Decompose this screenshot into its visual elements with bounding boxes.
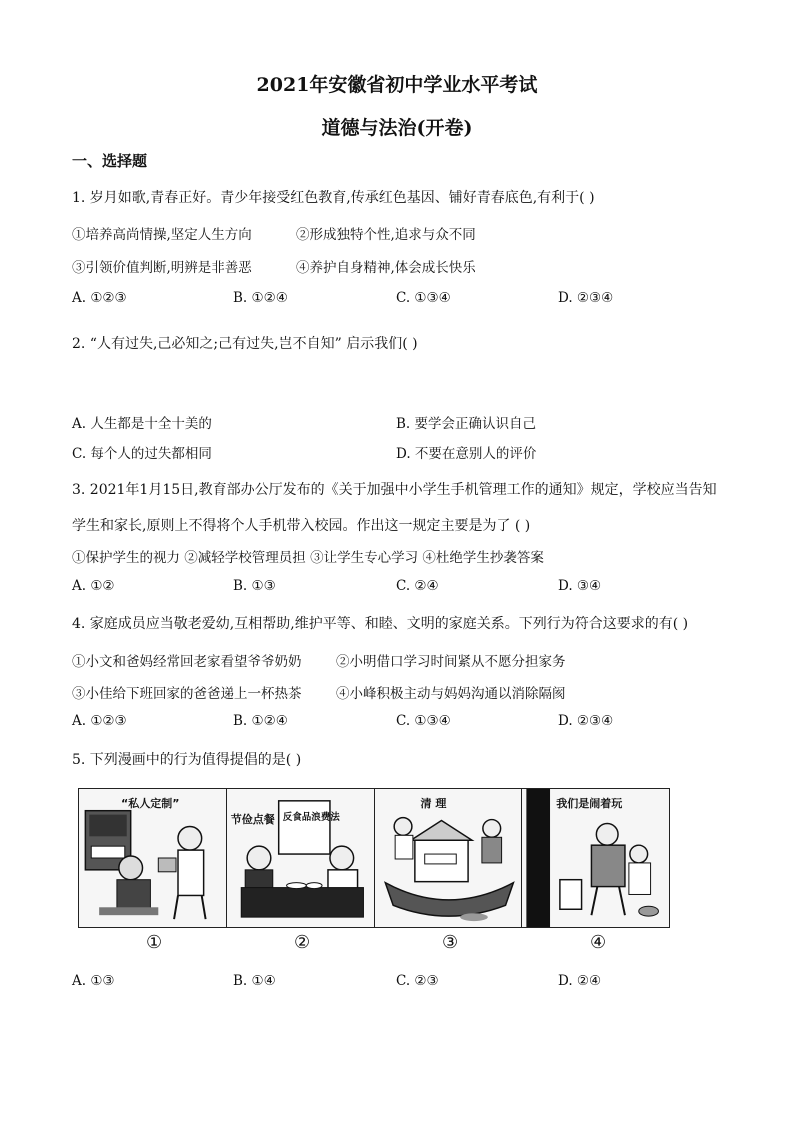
- question-5-option-a[interactable]: A. ①③: [72, 973, 115, 989]
- question-4-option-b[interactable]: B. ①②④: [233, 713, 288, 729]
- question-4-option-a[interactable]: A. ①②③: [72, 713, 127, 729]
- comic-panel-1-number: ①: [146, 932, 163, 953]
- question-5-option-b[interactable]: B. ①④: [233, 973, 276, 989]
- question-3-stem-line-2: 学生和家长,原则上不得将个人手机带入校园。作出这一规定主要是为了 ( ): [72, 518, 531, 534]
- comic-panel-1: [79, 789, 227, 927]
- question-3-stem-line-1: 3. 2021年1月15日,教育部办公厅发布的《关于加强中小学生手机管理工作的通知》规定，学校应当告知: [72, 482, 717, 498]
- comic-strip: [78, 788, 670, 928]
- comic-panel-4: [522, 789, 669, 927]
- question-4-option-c[interactable]: C. ①③④: [396, 713, 451, 729]
- comic-panel-4-number: ④: [590, 932, 607, 953]
- exam-title: 2021年安徽省初中学业水平考试: [256, 74, 538, 96]
- question-1-statement-1: ①培养高尚情操,坚定人生方向: [72, 227, 252, 243]
- question-4-statement-3: ③小佳给下班回家的爸爸递上一杯热茶: [72, 686, 302, 702]
- comic-panel-4-caption: 我们是闹着玩: [556, 797, 623, 810]
- section-heading: 一、选择题: [72, 152, 148, 170]
- comic-panel-3-drawing: [375, 789, 522, 927]
- question-4-statement-1: ①小文和爸妈经常回老家看望爷爷奶奶: [72, 654, 302, 670]
- question-3-option-c[interactable]: C. ②④: [396, 578, 439, 594]
- question-1-statement-2: ②形成独特个性,追求与众不同: [296, 227, 476, 243]
- question-2-option-a[interactable]: A. 人生都是十全十美的: [72, 416, 212, 432]
- question-3-option-a[interactable]: A. ①②: [72, 578, 115, 594]
- exam-subtitle: 道德与法治(开卷): [321, 117, 473, 139]
- question-1-option-c[interactable]: C. ①③④: [396, 290, 451, 306]
- question-5-stem: 5. 下列漫画中的行为值得提倡的是( ): [72, 752, 302, 768]
- comic-panel-3-number: ③: [442, 932, 459, 953]
- question-1-option-a[interactable]: A. ①②③: [72, 290, 127, 306]
- question-2-option-d[interactable]: D. 不要在意别人的评价: [396, 446, 537, 462]
- question-4-stem: 4. 家庭成员应当敬老爱幼,互相帮助,维护平等、和睦、文明的家庭关系。下列行为符合这要求的有( ): [72, 616, 689, 632]
- comic-panel-2-number: ②: [294, 932, 311, 953]
- question-1-option-d[interactable]: D. ②③④: [558, 290, 614, 306]
- comic-panel-3-caption: 清 理: [420, 797, 447, 810]
- question-2-option-b[interactable]: B. 要学会正确认识自己: [396, 416, 537, 432]
- question-3-statements: ①保护学生的视力 ②减轻学校管理员担 ③让学生专心学习 ④杜绝学生抄袭答案: [72, 550, 544, 566]
- question-3-option-d[interactable]: D. ③④: [558, 578, 602, 594]
- question-4-option-d[interactable]: D. ②③④: [558, 713, 614, 729]
- question-2-option-c[interactable]: C. 每个人的过失都相同: [72, 446, 212, 462]
- question-1-statement-3: ③引领价值判断,明辨是非善恶: [72, 260, 252, 276]
- question-2-stem: 2. “人有过失,己必知之;己有过失,岂不自知” 启示我们( ): [72, 336, 418, 352]
- comic-panel-2-caption-1: 节俭点餐: [230, 813, 275, 826]
- question-1-option-b[interactable]: B. ①②④: [233, 290, 288, 306]
- question-5-option-c[interactable]: C. ②③: [396, 973, 439, 989]
- question-1-statement-4: ④养护自身精神,体会成长快乐: [296, 260, 476, 276]
- question-4-statement-4: ④小峰积极主动与妈妈沟通以消除隔阂: [336, 686, 566, 702]
- comic-panel-2: [227, 789, 375, 927]
- question-3-option-b[interactable]: B. ①③: [233, 578, 276, 594]
- comic-panel-3: [375, 789, 523, 927]
- question-4-statement-2: ②小明借口学习时间紧从不愿分担家务: [336, 654, 566, 670]
- comic-panel-1-caption: “私人定制”: [121, 797, 180, 810]
- question-5-option-d[interactable]: D. ②④: [558, 973, 602, 989]
- question-1-stem: 1. 岁月如歌,青春正好。青少年接受红色教育,传承红色基因、铺好青春底色,有利于( ): [72, 190, 595, 206]
- comic-panel-2-caption-2: 反食品浪费法: [282, 812, 340, 823]
